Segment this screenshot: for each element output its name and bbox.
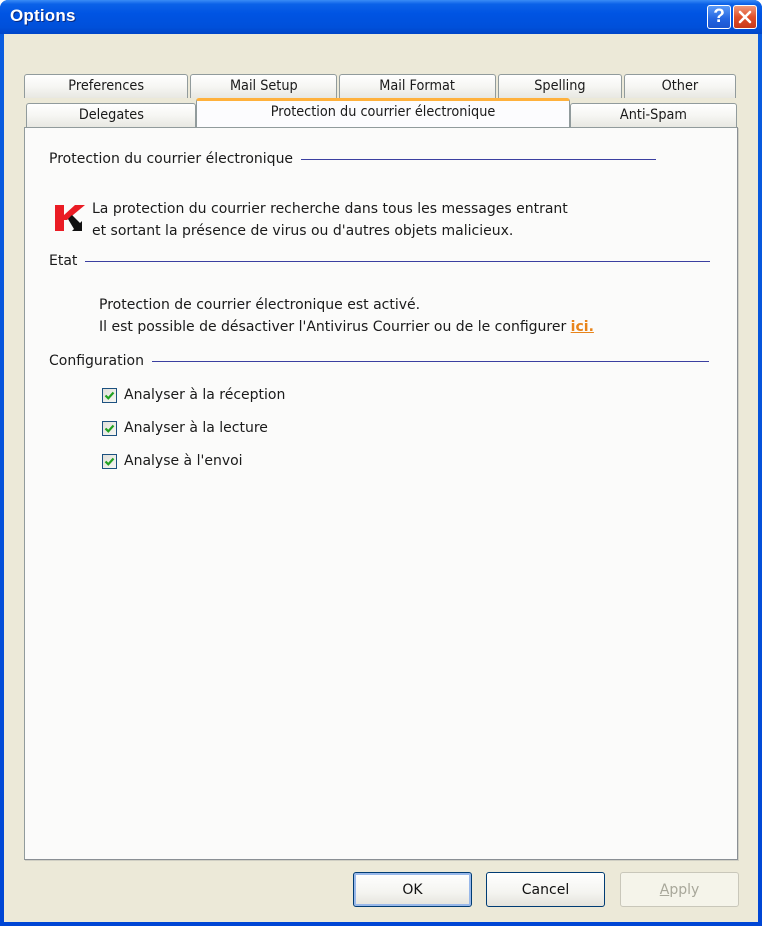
button-label: OK <box>402 881 423 898</box>
button-label-rest: pply <box>669 881 700 898</box>
tab-preferences[interactable] <box>24 74 188 98</box>
option-label: Analyser à la réception <box>124 387 286 403</box>
close-button[interactable] <box>733 5 757 29</box>
checkbox-scan-on-read[interactable] <box>102 421 117 436</box>
help-button[interactable] <box>707 5 731 29</box>
option-label: Analyser à la lecture <box>124 420 268 436</box>
section-heading: Protection du courrier électronique <box>49 151 294 167</box>
status-line-2-text: Il est possible de désactiver l'Antivirus Courrier ou de le configurer <box>99 319 567 335</box>
option-scan-on-send[interactable] <box>102 453 243 469</box>
tab-label: Delegates <box>78 107 144 123</box>
tab-protection-courrier[interactable] <box>196 98 570 127</box>
section-protection <box>49 151 656 167</box>
tab-label: Mail Format <box>379 78 456 94</box>
button-label: Cancel <box>521 881 570 898</box>
checkmark-icon <box>104 456 115 467</box>
configure-link[interactable]: ici. <box>570 319 594 335</box>
status-line-1: Protection de courrier électronique est activé. <box>99 297 421 313</box>
ok-button[interactable] <box>353 872 472 907</box>
mnemonic: A <box>659 881 670 898</box>
apply-button[interactable] <box>620 872 739 907</box>
window-title: Options <box>10 6 76 25</box>
protection-description-line-2: et sortant la présence de virus ou d'autres objets malicieux. <box>92 223 514 239</box>
status-line-2 <box>99 319 594 335</box>
checkmark-icon <box>104 390 115 401</box>
close-icon <box>738 10 752 24</box>
tab-mail-setup[interactable] <box>190 74 337 98</box>
tab-page-protection <box>24 127 738 860</box>
section-divider <box>301 159 656 160</box>
tab-anti-spam[interactable] <box>570 103 737 127</box>
question-mark-icon: ? <box>713 6 725 27</box>
section-divider <box>152 361 709 362</box>
section-configuration <box>49 353 709 369</box>
tab-spelling[interactable] <box>498 74 622 98</box>
tab-delegates[interactable] <box>26 103 196 127</box>
checkbox-scan-on-receive[interactable] <box>102 388 117 403</box>
protection-description-line-1: La protection du courrier recherche dans tous les messages entrant <box>92 201 568 217</box>
tab-label: Preferences <box>68 78 144 94</box>
section-heading: Etat <box>49 253 78 269</box>
cancel-button[interactable] <box>486 872 605 907</box>
section-divider <box>85 261 710 262</box>
section-status <box>49 253 710 269</box>
button-label <box>660 882 700 898</box>
checkmark-icon <box>104 423 115 434</box>
tab-mail-format[interactable] <box>339 74 496 98</box>
dialog-client-area <box>4 34 758 922</box>
kaspersky-k-icon <box>53 201 85 233</box>
title-bar[interactable] <box>0 0 762 34</box>
option-label: Analyse à l'envoi <box>124 453 243 469</box>
section-heading: Configuration <box>49 353 144 369</box>
option-scan-on-receive[interactable] <box>102 387 285 403</box>
option-scan-on-read[interactable] <box>102 420 268 436</box>
tab-label: Protection du courrier électronique <box>270 104 496 120</box>
tab-other[interactable] <box>624 74 736 98</box>
tab-label: Anti-Spam <box>619 107 688 123</box>
tab-label: Spelling <box>534 78 586 94</box>
checkbox-scan-on-send[interactable] <box>102 454 117 469</box>
tab-label: Mail Setup <box>229 78 298 94</box>
tab-label: Other <box>661 78 699 94</box>
